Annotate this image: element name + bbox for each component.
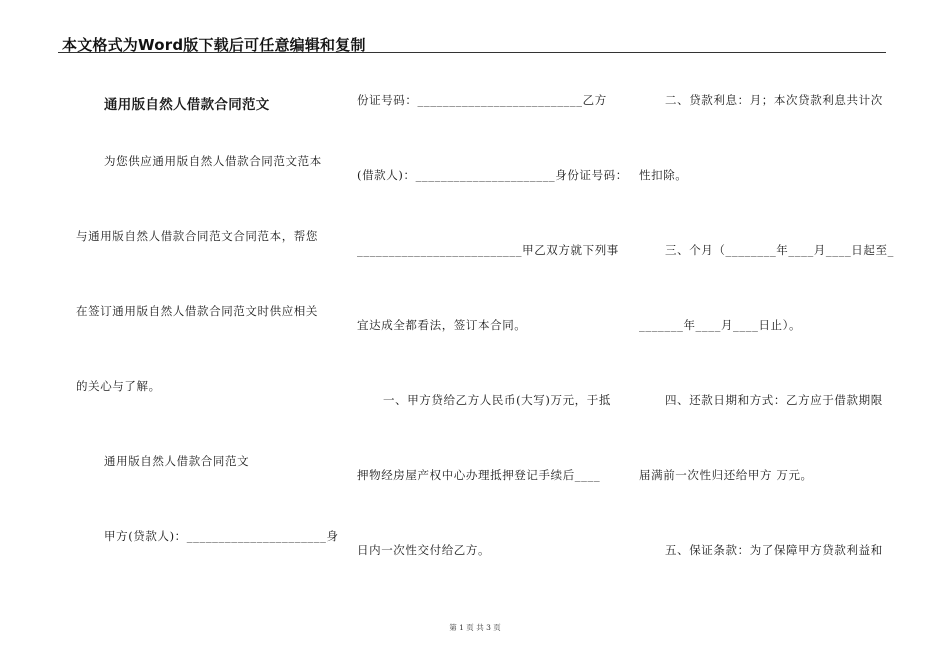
column3-line-3: 三、个月（________年____月____日起至_ — [665, 243, 894, 257]
header-divider — [58, 52, 886, 53]
column2-line-6: 押物经房屋产权中心办理抵押登记手续后____ — [357, 468, 601, 482]
column1-line-6: 甲方(贷款人)：______________________身 — [104, 529, 339, 543]
column3-line-2: 性扣除。 — [639, 168, 688, 182]
column3-line-1: 二、贷款利息：月；本次贷款利息共计次 — [665, 93, 883, 107]
column3-line-4: _______年____月____日止）。 — [639, 318, 802, 332]
column2-line-5: 一、甲方贷给乙方人民币(大写)万元，于抵 — [383, 393, 611, 407]
column1-line-3: 在签订通用版自然人借款合同范文时供应相关 — [76, 304, 318, 318]
column1-line-2: 与通用版自然人借款合同范文合同范本，帮您 — [76, 229, 318, 243]
column1-line-5: 通用版自然人借款合同范文 — [104, 454, 250, 468]
column1-line-1: 为您供应通用版自然人借款合同范文范本 — [104, 154, 322, 168]
column2-line-4: 宜达成全都看法，签订本合同。 — [357, 318, 527, 332]
column3-line-5: 四、还款日期和方式：乙方应于借款期限 — [665, 393, 883, 407]
column3-line-6: 届满前一次性归还给甲方 万元。 — [639, 468, 813, 482]
document-title: 通用版自然人借款合同范文 — [104, 97, 270, 113]
column2-line-1: 份证号码：__________________________乙方 — [357, 93, 607, 107]
column2-line-7: 日内一次性交付给乙方。 — [357, 543, 491, 557]
page-number: 第 1 页 共 3 页 — [449, 623, 501, 632]
column3-line-7: 五、保证条款：为了保障甲方贷款利益和 — [665, 543, 883, 557]
document-banner: 本文格式为Word版下载后可任意编辑和复制 — [62, 36, 366, 54]
column1-line-4: 的关心与了解。 — [76, 379, 161, 393]
column2-line-2: (借款人)：______________________身份证号码： — [357, 168, 628, 182]
column2-line-3: __________________________甲乙双方就下列事 — [357, 243, 619, 257]
